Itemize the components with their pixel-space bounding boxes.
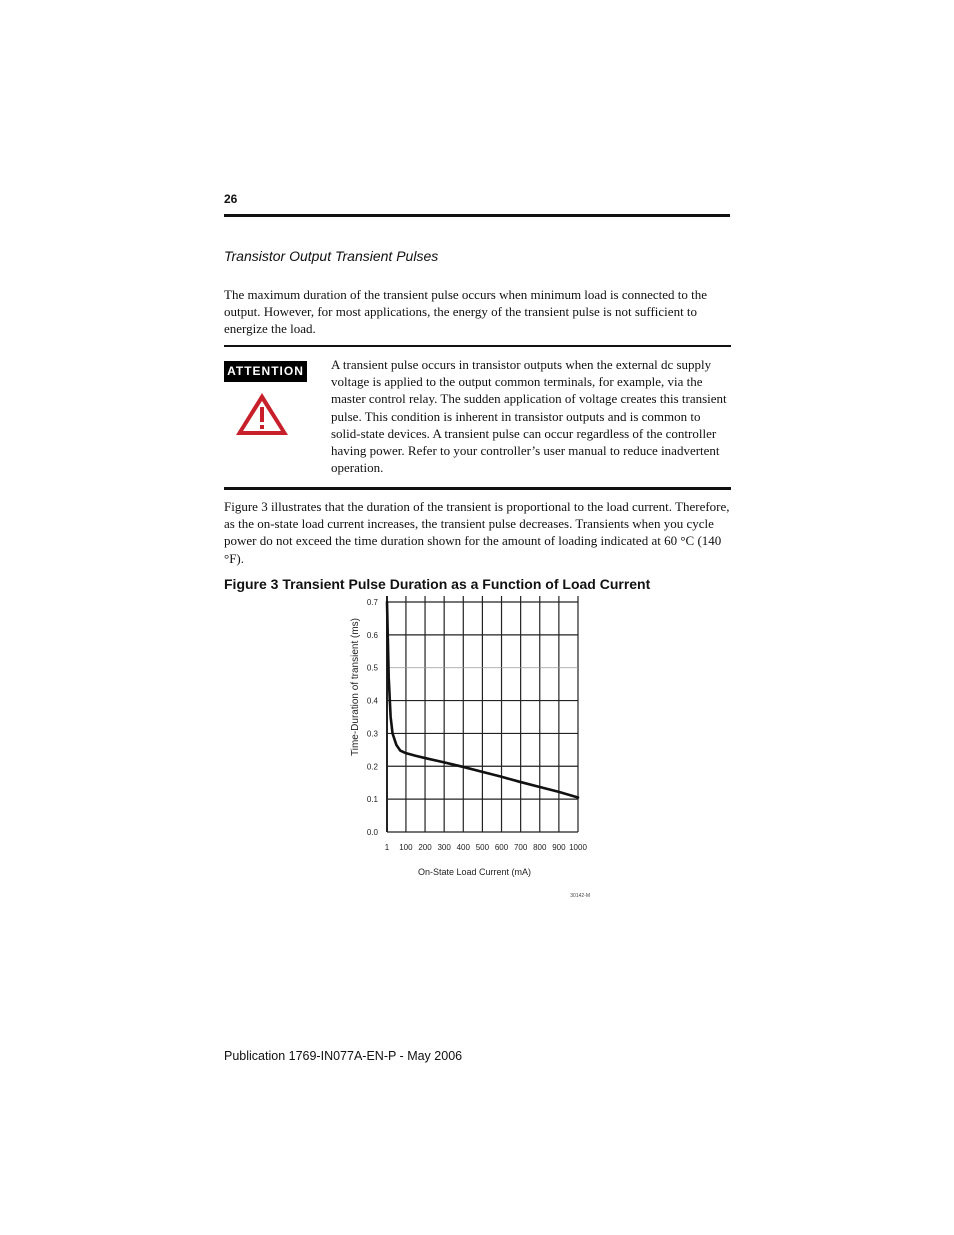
x-tick-label: 100 bbox=[399, 843, 413, 852]
y-tick-label: 0.1 bbox=[366, 795, 378, 805]
warning-exclamation-dot bbox=[260, 425, 264, 429]
x-tick-label: 500 bbox=[475, 843, 490, 852]
x-tick-label: 300 bbox=[437, 843, 451, 852]
chart-grid bbox=[387, 596, 578, 832]
y-tick-label: 0.2 bbox=[366, 762, 378, 772]
warning-exclamation-bar bbox=[260, 407, 264, 422]
x-tick-label: 1000 bbox=[569, 843, 587, 852]
section-heading: Transistor Output Transient Pulses bbox=[224, 248, 439, 264]
y-tick-label: 0.4 bbox=[366, 696, 378, 706]
figure-id: 30142-M bbox=[570, 893, 590, 899]
body-paragraph: The maximum duration of the transient pulse occurs when minimum load is connected to the output. However, for most applications, the energy of the transient pulse is not sufficient to energize the load. bbox=[224, 287, 708, 337]
transient-pulse-chart bbox=[340, 592, 600, 902]
x-tick-label: 700 bbox=[513, 843, 528, 852]
y-axis-label: Time-Duration of transient (ms) bbox=[350, 618, 361, 756]
header-rule bbox=[224, 214, 730, 217]
y-tick-label: 0.5 bbox=[366, 663, 378, 673]
attention-label: ATTENTION bbox=[224, 361, 307, 382]
x-axis-label: On-State Load Current (mA) bbox=[417, 867, 532, 877]
page-number: 26 bbox=[224, 192, 238, 206]
attention-text: A transient pulse occurs in transistor outputs when the external dc supply voltage is applied to the output common terminals, for example, via the master control relay. The sudden application of voltage creates this transient pulse. This condition is inherent in transistor outputs and is common to solid-state devices. A transient pulse can occur regardless of the controller having power. Refer to your controller’s user manual to reduce inadvertent operation. bbox=[331, 357, 727, 476]
figure-caption: Figure 3 Transient Pulse Duration as a Function of Load Current bbox=[224, 576, 651, 592]
body-paragraph: Figure 3 illustrates that the duration of the transient is proportional to the load current. Therefore, as the on-state load current increases, the transient pulse decreases. Transients when you cycle power do not exceed the time duration shown for the amount of loading indicated at 60 °C (140 °F). bbox=[224, 499, 730, 566]
chart-tick-labels bbox=[367, 598, 588, 852]
x-tick-label: 200 bbox=[418, 843, 432, 852]
x-tick-label: 800 bbox=[533, 843, 547, 852]
x-tick-label: 900 bbox=[552, 843, 566, 852]
x-tick-label: 1 bbox=[384, 843, 390, 852]
y-tick-label: 0.3 bbox=[366, 729, 378, 739]
y-tick-label: 0.7 bbox=[366, 598, 378, 607]
publication-footer: Publication 1769-IN077A-EN-P - May 2006 bbox=[224, 1049, 463, 1063]
attention-bottom-rule bbox=[224, 487, 731, 490]
y-tick-label: 0.0 bbox=[366, 828, 378, 837]
attention-top-rule bbox=[224, 345, 731, 347]
warning-triangle-icon bbox=[233, 390, 291, 438]
x-tick-label: 600 bbox=[494, 843, 509, 852]
y-tick-label: 0.6 bbox=[366, 630, 378, 640]
x-tick-label: 400 bbox=[456, 843, 470, 852]
